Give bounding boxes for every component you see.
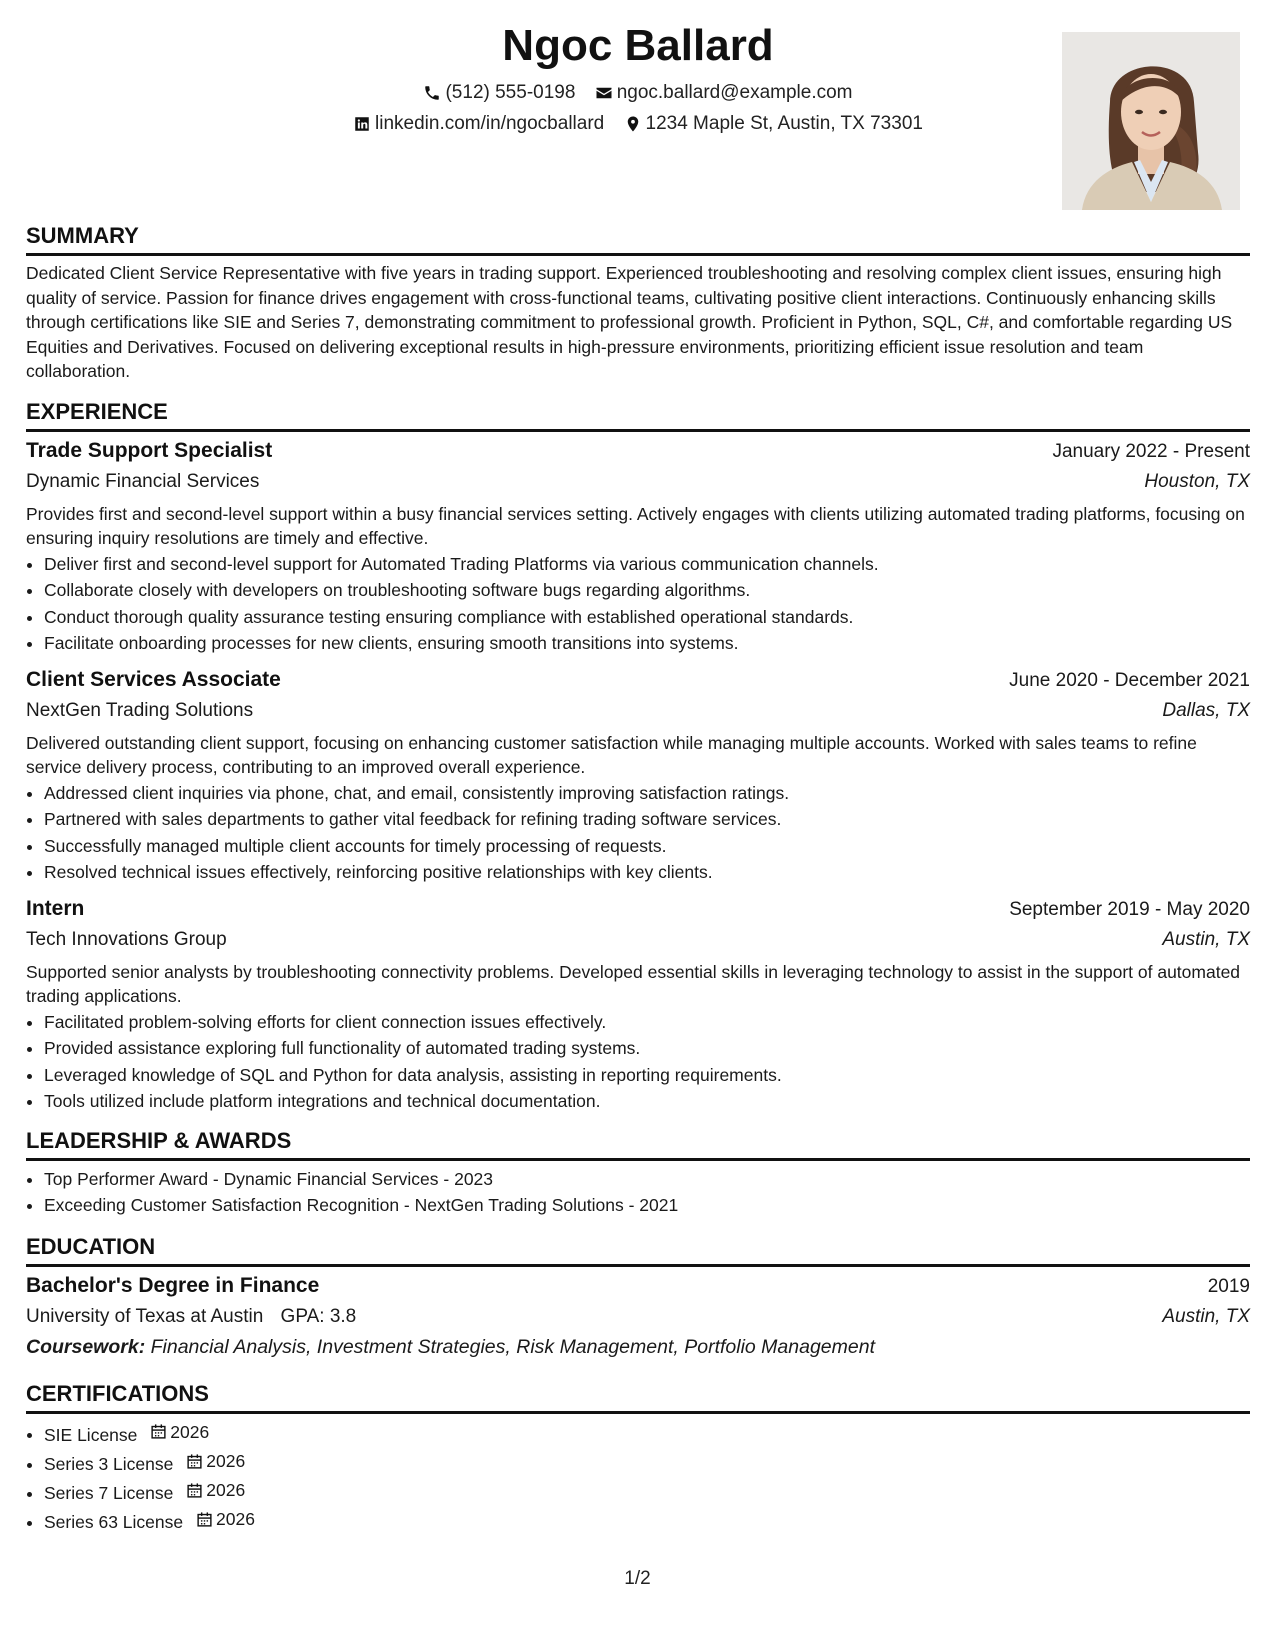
coursework-list: Financial Analysis, Investment Strategies, Risk Management, Portfolio Management (150, 1335, 875, 1358)
job-title: Intern (26, 896, 85, 920)
cert-year-text: 2026 (216, 1509, 255, 1530)
list-item: • Top Performer Award - Dynamic Financial Services - 2023 (44, 1166, 1250, 1193)
cert-name: SIE License (44, 1424, 138, 1445)
section-title-leadership: LEADERSHIP & AWARDS (26, 1127, 1250, 1161)
email-text[interactable]: ngoc.ballard@example.com (616, 82, 853, 103)
cert-name: Series 63 License (44, 1512, 184, 1532)
job-dates: January 2022 - Present (1052, 440, 1250, 462)
list-item: • Partnered with sales departments to gather vital feedback for refining trading software services. (44, 806, 1250, 833)
map-pin-icon (624, 115, 642, 133)
list-item: • Leveraged knowledge of SQL and Python for data analysis, assisting in reporting requirements. (44, 1062, 1250, 1089)
job-location: Austin, TX (1162, 928, 1250, 950)
calendar-icon (186, 1453, 203, 1470)
cert-year (186, 1477, 245, 1504)
list-item: • Conduct thorough quality assurance testing ensuring compliance with established operational standards. (44, 604, 1250, 631)
company-name: NextGen Trading Solutions (26, 699, 254, 721)
job-description: Provides first and second-level support within a busy financial services setting. Actively engages with clients utilizing automated trading platforms, focusing on ensuring inquiry resolutions are timely and effective. (26, 503, 1245, 548)
calendar-icon (186, 1482, 203, 1499)
cert-year-text: 2026 (206, 1450, 246, 1471)
job-subheader (26, 467, 1250, 497)
list-item: • Resolved technical issues effectively, reinforcing positive relationships with key clients. (44, 859, 1250, 886)
degree-name: Bachelor's Degree in Finance (26, 1273, 320, 1297)
section-title-summary: SUMMARY (26, 222, 1250, 256)
degree-header (26, 1271, 1250, 1302)
job-bullets (26, 551, 1250, 657)
cert-year (196, 1506, 255, 1533)
graduation-year: 2019 (1207, 1275, 1250, 1297)
certifications-list (26, 1419, 1250, 1536)
job-title: Trade Support Specialist (26, 438, 273, 462)
gpa: GPA: 3.8 (280, 1305, 357, 1327)
candidate-name: Ngoc Ballard (502, 21, 774, 70)
job-title: Client Services Associate (26, 667, 281, 691)
certifications-section (26, 1380, 1250, 1536)
coursework-label: Coursework: (26, 1335, 146, 1358)
section-title-education: EDUCATION (26, 1233, 1250, 1267)
list-item (44, 1419, 1250, 1448)
phone-icon (423, 84, 441, 102)
job-location: Dallas, TX (1162, 699, 1250, 721)
section-title-experience: EXPERIENCE (26, 398, 1250, 432)
profile-photo (1062, 32, 1240, 210)
job-subheader (26, 925, 1250, 955)
company-name: Tech Innovations Group (26, 928, 227, 950)
job-dates: September 2019 - May 2020 (1009, 898, 1250, 920)
school-info (26, 1302, 356, 1332)
portrait-illustration (1062, 32, 1240, 210)
phone-item (423, 80, 575, 106)
summary-section (26, 222, 1250, 384)
job-header (26, 436, 1250, 467)
education-section (26, 1233, 1250, 1362)
job-entry (26, 894, 1250, 1115)
awards-list (26, 1166, 1250, 1219)
cert-name: Series 3 License (44, 1453, 174, 1474)
job-location: Houston, TX (1144, 470, 1250, 492)
calendar-icon (196, 1511, 213, 1528)
list-item (44, 1506, 1250, 1535)
company-name: Dynamic Financial Services (26, 470, 260, 492)
phone-text: (512) 555-0198 (445, 82, 576, 103)
job-bullets (26, 1009, 1250, 1115)
envelope-icon (595, 84, 613, 102)
job-dates: June 2020 - December 2021 (1009, 669, 1250, 691)
calendar-icon (150, 1423, 167, 1440)
leadership-section (26, 1127, 1250, 1219)
school-row (26, 1302, 1250, 1332)
job-entry (26, 436, 1250, 657)
list-item (44, 1448, 1250, 1477)
cert-year (186, 1448, 245, 1475)
cert-year-text: 2026 (206, 1480, 246, 1500)
list-item: • Provided assistance exploring full functionality of automated trading systems. (44, 1035, 1250, 1062)
cert-name: Series 7 License (44, 1482, 174, 1503)
address-text: 1234 Maple St, Austin, TX 73301 (645, 113, 923, 134)
page-number: 1/2 (624, 1568, 651, 1589)
job-header (26, 665, 1250, 696)
resume-page (26, 0, 1250, 1536)
linkedin-text[interactable]: linkedin.com/in/ngocballard (375, 113, 605, 134)
cert-year (150, 1419, 209, 1446)
list-item: • Collaborate closely with developers on troubleshooting software bugs regarding algorithms. (44, 577, 1250, 604)
job-entry (26, 665, 1250, 886)
summary-text: Dedicated Client Service Representative with five years in trading support. Experienced troubleshooting and resolving complex client issues, ensuring high quality of service. Passion for finance drives engagement with cross-functional teams, cultivating positive client interactions. Continuously enhancing skills through certifications like SIE and Series 7, demonstrating commitment to professional growth. Proficient in Python, SQL, C#, and comfortable regarding US Equities and Derivatives. Focused on delivering exceptional results in high-pressure environments, prioritizing efficient issue resolution and team collaboration. (26, 263, 1233, 381)
section-title-certifications: CERTIFICATIONS (26, 1380, 1250, 1414)
experience-section (26, 398, 1250, 1115)
job-subheader (26, 696, 1250, 726)
school-location: Austin, TX (1162, 1305, 1250, 1327)
linkedin-icon (353, 115, 371, 133)
address-item (624, 111, 923, 137)
job-header (26, 894, 1250, 925)
job-bullets (26, 780, 1250, 886)
list-item: • Successfully managed multiple client accounts for timely processing of requests. (44, 833, 1250, 860)
school-name: University of Texas at Austin (26, 1305, 264, 1327)
job-description: Delivered outstanding client support, focusing on enhancing customer satisfaction while managing multiple accounts. Worked with sales teams to refine service delivery process, contributing to an improved overall experience. (26, 732, 1197, 777)
linkedin-item[interactable] (353, 111, 604, 137)
list-item: • Addressed client inquiries via phone, chat, and email, consistently improving satisfaction ratings. (44, 780, 1250, 807)
job-description: Supported senior analysts by troubleshooting connectivity problems. Developed essential skills in leveraging technology to assist in the support of automated trading applications. (26, 961, 1241, 1006)
resume-header (26, 0, 1250, 222)
email-item[interactable] (595, 80, 853, 106)
list-item: • Facilitated problem-solving efforts for client connection issues effectively. (44, 1009, 1250, 1036)
cert-year-text: 2026 (170, 1421, 210, 1442)
list-item: • Deliver first and second-level support for Automated Trading Platforms via various communication channels. (44, 551, 1250, 578)
list-item: • Facilitate onboarding processes for new clients, ensuring smooth transitions into systems. (44, 630, 1250, 657)
list-item: • Exceeding Customer Satisfaction Recognition - NextGen Trading Solutions - 2021 (44, 1192, 1250, 1219)
coursework-row (26, 1332, 1250, 1362)
list-item: • Tools utilized include platform integrations and technical documentation. (44, 1088, 1250, 1115)
list-item (44, 1477, 1250, 1506)
